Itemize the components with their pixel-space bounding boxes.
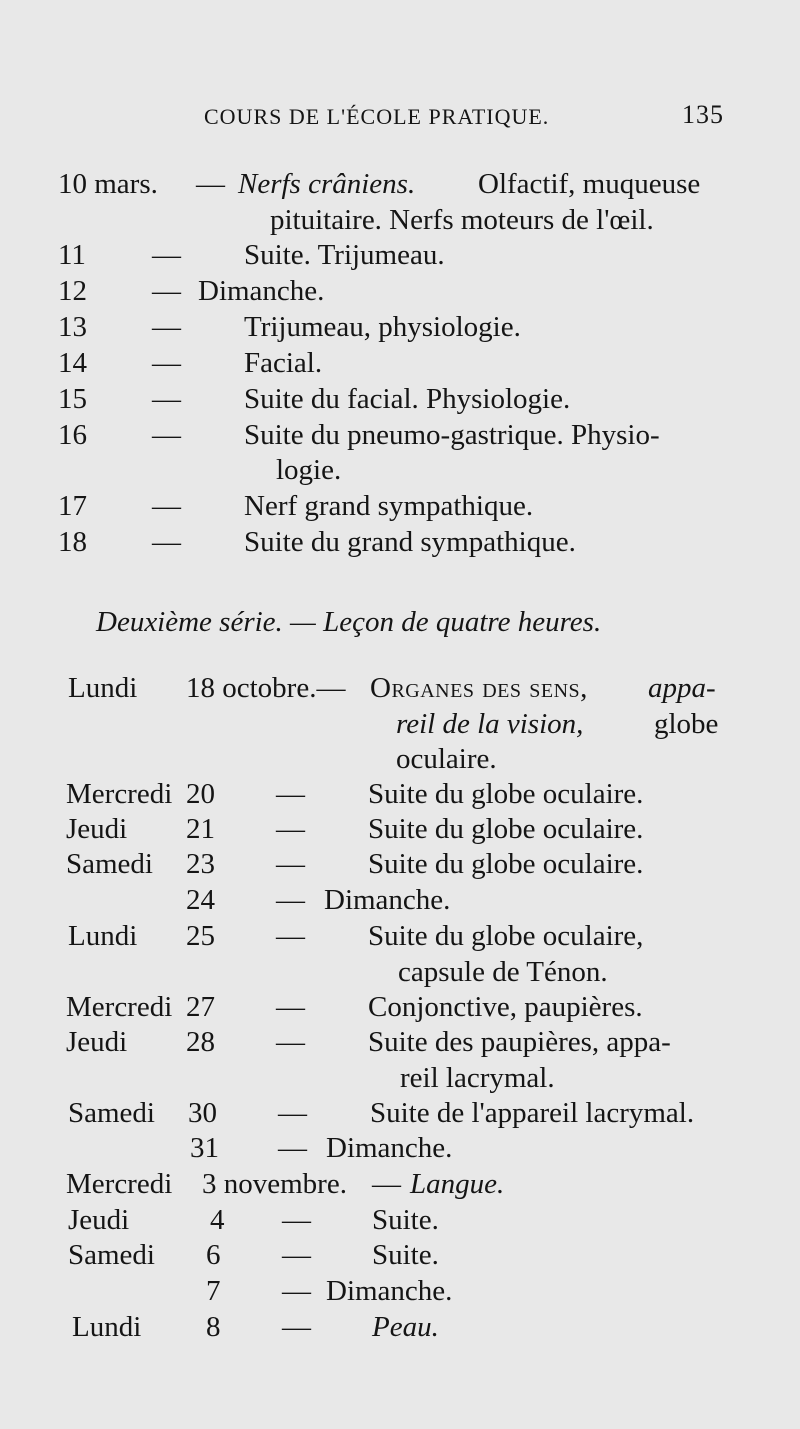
entry-dash: — [276, 884, 305, 916]
entry-topic: Dimanche. [324, 884, 451, 916]
entry-date: 31 [190, 1132, 219, 1164]
entry-continuation: pituitaire. Nerfs moteurs de l'œil. [270, 204, 654, 236]
entry-date: 28 [186, 1026, 215, 1058]
page-number: 135 [682, 100, 724, 129]
entry-dash: — [152, 275, 181, 307]
entry-weekday: Lundi [68, 672, 138, 704]
entry-day: 11 [58, 239, 86, 271]
entry-day: 14 [58, 347, 87, 379]
entry-dash: — [276, 991, 305, 1023]
entry-topic: Suite du globe oculaire. [368, 778, 644, 810]
entry-topic: Dimanche. [326, 1275, 453, 1307]
entry-dash: — [282, 1239, 311, 1271]
entry-continuation: logie. [276, 454, 342, 486]
entry-dash: — [276, 778, 305, 810]
entry-weekday: Lundi [72, 1311, 142, 1343]
entry-date: 8 [206, 1311, 221, 1343]
entry-date: 18 octobre.— [186, 672, 346, 704]
entry-dash: — [196, 168, 225, 200]
entry-topic: Suite du globe oculaire, [368, 920, 644, 952]
entry-day: 17 [58, 490, 87, 522]
entry-dash: — [282, 1311, 311, 1343]
entry-dash: — [282, 1275, 311, 1307]
running-header: COURS DE L'ÉCOLE PRATIQUE. [204, 104, 550, 129]
entry-topic: Suite. [372, 1204, 439, 1236]
entry-topic: Suite du globe oculaire. [368, 813, 644, 845]
entry-dash: — [152, 347, 181, 379]
entry-dash: — [276, 848, 305, 880]
entry-topic: Suite. Trijumeau. [244, 239, 445, 271]
entry-topic-smallcaps: Organes des sens, [370, 672, 588, 704]
entry-dash: — [152, 419, 181, 451]
entry-day: 18 [58, 526, 87, 558]
entry-weekday: Lundi [68, 920, 138, 952]
entry-weekday: Mercredi [66, 991, 173, 1023]
entry-topic: Conjonctive, paupières. [368, 991, 643, 1023]
entry-date: 7 [206, 1275, 221, 1307]
entry-weekday: Jeudi [68, 1204, 130, 1236]
entry-topic: Olfactif, muqueuse [478, 168, 701, 200]
entry-day: 15 [58, 383, 87, 415]
entry-topic: Suite du facial. Physiologie. [244, 383, 571, 415]
entry-day: 10 mars. [58, 168, 158, 200]
entry-topic: Facial. [244, 347, 323, 379]
entry-dash: — [152, 490, 181, 522]
entry-dash: — [282, 1204, 311, 1236]
entry-date: 30 [188, 1097, 217, 1129]
entry-continuation: oculaire. [396, 743, 497, 775]
entry-weekday: Jeudi [66, 1026, 128, 1058]
entry-weekday: Samedi [68, 1239, 155, 1271]
entry-dash: — [276, 1026, 305, 1058]
entry-topic: Suite. [372, 1239, 439, 1271]
entry-weekday: Mercredi [66, 1168, 173, 1200]
entry-date: 25 [186, 920, 215, 952]
entry-weekday: Samedi [66, 848, 153, 880]
entry-date: 24 [186, 884, 215, 916]
entry-topic: Dimanche. [326, 1132, 453, 1164]
entry-topic-italic: Langue. [410, 1168, 505, 1200]
entry-topic: Suite du pneumo-gastrique. Physio- [244, 419, 660, 451]
entry-dash: — [372, 1168, 401, 1200]
section-heading: Deuxième série. — Leçon de quatre heures. [96, 606, 602, 638]
entry-topic-italic: Nerfs crâniens. [238, 168, 416, 200]
entry-continuation: reil lacrymal. [400, 1062, 555, 1094]
entry-date: 20 [186, 778, 215, 810]
entry-topic: Suite de l'appareil lacrymal. [370, 1097, 695, 1129]
entry-dash: — [276, 920, 305, 952]
entry-topic-italic: Peau. [372, 1311, 439, 1343]
entry-continuation-italic: reil de la vision, [396, 708, 584, 740]
entry-day: 13 [58, 311, 87, 343]
entry-day: 12 [58, 275, 87, 307]
entry-dash: — [278, 1132, 307, 1164]
entry-topic: Trijumeau, physiologie. [244, 311, 521, 343]
entry-topic: Suite du grand sympathique. [244, 526, 576, 558]
entry-weekday: Mercredi [66, 778, 173, 810]
entry-date: 21 [186, 813, 215, 845]
entry-weekday: Samedi [68, 1097, 155, 1129]
entry-dash: — [152, 526, 181, 558]
entry-topic: Nerf grand sympathique. [244, 490, 534, 522]
entry-date: 27 [186, 991, 215, 1023]
entry-continuation: globe [654, 708, 719, 740]
entry-topic: Dimanche. [198, 275, 325, 307]
entry-dash: — [152, 239, 181, 271]
entry-day: 16 [58, 419, 87, 451]
entry-dash: — [152, 383, 181, 415]
entry-dash: — [276, 813, 305, 845]
entry-topic: Suite des paupières, appa- [368, 1026, 671, 1058]
entry-topic: Suite du globe oculaire. [368, 848, 644, 880]
entry-dash: — [152, 311, 181, 343]
entry-date: 3 novembre. [202, 1168, 347, 1200]
entry-dash: — [278, 1097, 307, 1129]
entry-topic-italic: appa- [648, 672, 716, 704]
entry-weekday: Jeudi [66, 813, 128, 845]
entry-date: 4 [210, 1204, 225, 1236]
entry-date: 6 [206, 1239, 221, 1271]
entry-continuation: capsule de Ténon. [398, 956, 608, 988]
entry-date: 23 [186, 848, 215, 880]
